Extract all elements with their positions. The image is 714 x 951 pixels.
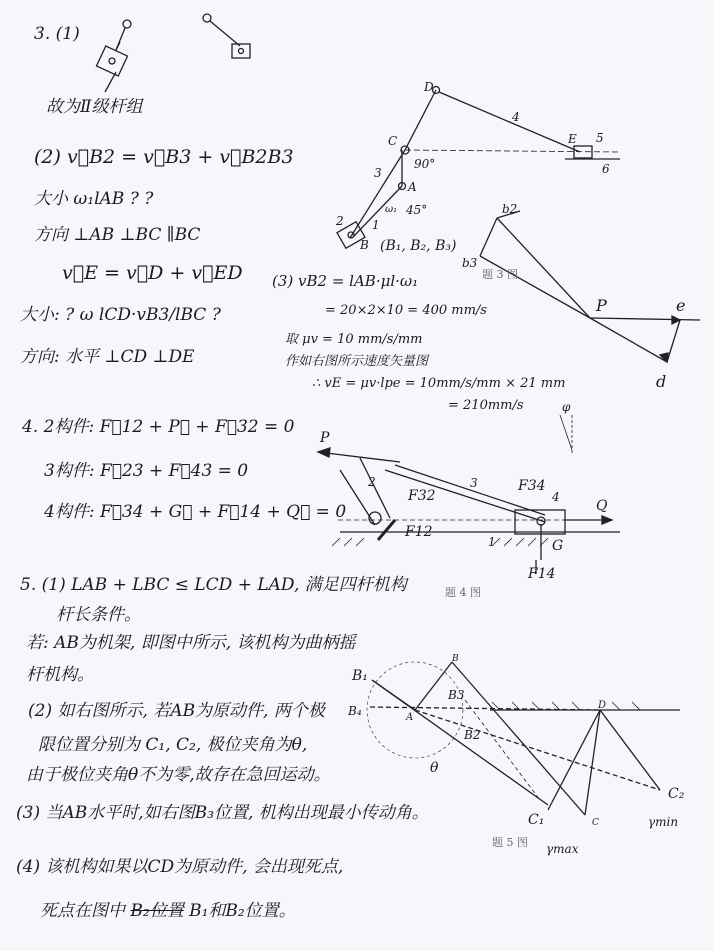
label-B2: B2 [464, 728, 481, 742]
label-6: 6 [602, 162, 610, 176]
poly-b2: b2 [502, 202, 518, 216]
label-P: P [320, 430, 330, 446]
label-3: 3 [470, 476, 478, 490]
label-F32: F32 [408, 488, 436, 504]
q5-line9: (4) 该机构如果以CD为原动件, 会出现死点, [16, 857, 344, 877]
q3-fig-caption: 题 3 图 [482, 268, 518, 281]
q3-conclusion: 故为Ⅱ级杆组 [46, 97, 143, 117]
q4-line2: 3构件: F⃗23 + F⃗43 = 0 [44, 461, 249, 481]
q5-linkage-figure [367, 662, 680, 815]
label-B: B [452, 654, 459, 664]
label-B4: B₄ [348, 704, 362, 718]
label-45deg: 45° [406, 203, 428, 217]
label-1: 1 [372, 218, 380, 232]
label-5: 5 [596, 131, 604, 145]
q3-eq1: (2) v⃗B2 = v⃗B3 + v⃗B2B3 [34, 146, 294, 168]
q4-force-figure [318, 415, 620, 574]
label-omega1: ω₁ [385, 204, 398, 215]
q3-p3-line6: = 210mm/s [448, 398, 524, 413]
q3-velocity-polygon [480, 211, 700, 362]
label-A: A [408, 180, 417, 194]
label-1: 1 [488, 535, 496, 549]
q4-line3: 4构件: F⃗34 + G⃗ + F⃗14 + Q⃗ = 0 [44, 502, 347, 522]
label-D: D [424, 80, 434, 94]
q4-fig-caption: 题 4 图 [445, 586, 481, 599]
q5-line8: (3) 当AB水平时,如右图B₃位置, 机构出现最小传动角。 [16, 803, 429, 823]
poly-p: P [596, 296, 607, 315]
poly-d: d [656, 372, 667, 391]
q3-p3-line3: 取 μv = 10 mm/s/mm [285, 332, 423, 347]
label-F12: F12 [405, 524, 433, 540]
q3-p3-line2: = 20×2×10 = 400 mm/s [325, 303, 487, 318]
q5-line10-end: B₁和B₂位置。 [189, 901, 296, 921]
label-phi: φ [562, 400, 571, 414]
label-4: 4 [512, 110, 520, 124]
label-theta: θ [430, 760, 439, 776]
q3-part1-label: 3. (1) [34, 24, 80, 44]
q5-line2: 杆长条件。 [56, 605, 141, 625]
q3-dir1: 方向 ⊥AB ⊥BC ∥BC [34, 225, 201, 245]
q5-line1: 5. (1) LAB + LBC ≤ LCD + LAD, 满足四杆机构 [20, 575, 407, 595]
label-C: C [388, 134, 398, 148]
label-C: C [592, 818, 599, 828]
label-gamma-min: γmin [648, 815, 679, 829]
label-F34: F34 [518, 478, 546, 494]
q5-line6: 限位置分别为 C₁, C₂, 极位夹角为θ, [38, 735, 308, 755]
label-B3: B3 [448, 688, 465, 702]
label-90deg: 90° [414, 157, 436, 171]
q5-line10-start: 死点在图中 [40, 901, 125, 921]
q5-line5: (2) 如右图所示, 若AB为原动件, 两个极 [28, 701, 325, 721]
label-3: 3 [374, 166, 382, 180]
label-C1: C₁ [528, 812, 545, 828]
q3-dir2: 方向: 水平 ⊥CD ⊥DE [20, 347, 195, 367]
q3-p3-line4: 作如右图所示速度矢量图 [285, 354, 429, 369]
q3-p3-line1: (3) vB2 = lAB·μl·ω₁ [272, 272, 419, 290]
q5-line4: 杆机构。 [26, 665, 94, 685]
label-C2: C₂ [668, 786, 685, 802]
label-2: 2 [336, 214, 344, 228]
q5-struck-text: B₂位置 [130, 901, 184, 921]
label-4: 4 [552, 490, 560, 504]
label-F14: F14 [528, 566, 556, 582]
poly-e: e [676, 296, 686, 315]
label-A: A [406, 712, 414, 723]
label-gamma-max: γmax [546, 842, 579, 856]
poly-b3: b3 [462, 256, 478, 270]
q3-mag2: 大小: ? ω lCD·vB3/lBC ? [20, 305, 221, 325]
label-Q: Q [596, 498, 608, 514]
q3-eq2: v⃗E = v⃗D + v⃗ED [62, 262, 243, 284]
q3-mag1: 大小 ω₁lAB ? ? [34, 189, 154, 209]
label-B: B [360, 238, 369, 252]
label-E: E [568, 132, 577, 146]
q5-fig-caption: 题 5 图 [492, 836, 528, 849]
q5-line10 [40, 896, 296, 921]
q5-line7: 由于极位夹角θ不为零,故存在急回运动。 [26, 765, 331, 785]
q3-p3-line5: ∴ vE = μv·lpe = 10mm/s/mm × 21 mm [312, 376, 566, 391]
label-G: G [552, 538, 564, 554]
label-2: 2 [368, 475, 376, 489]
q5-line3: 若: AB为机架, 即图中所示, 该机构为曲柄摇 [26, 633, 356, 653]
label-B1: B₁ [352, 668, 368, 684]
q4-line1: 4. 2构件: F⃗12 + P⃗ + F⃗32 = 0 [22, 417, 295, 437]
q3-group-sketch [96, 14, 250, 92]
label-D: D [598, 700, 607, 711]
label-B-set: (B₁, B₂, B₃) [380, 238, 457, 254]
